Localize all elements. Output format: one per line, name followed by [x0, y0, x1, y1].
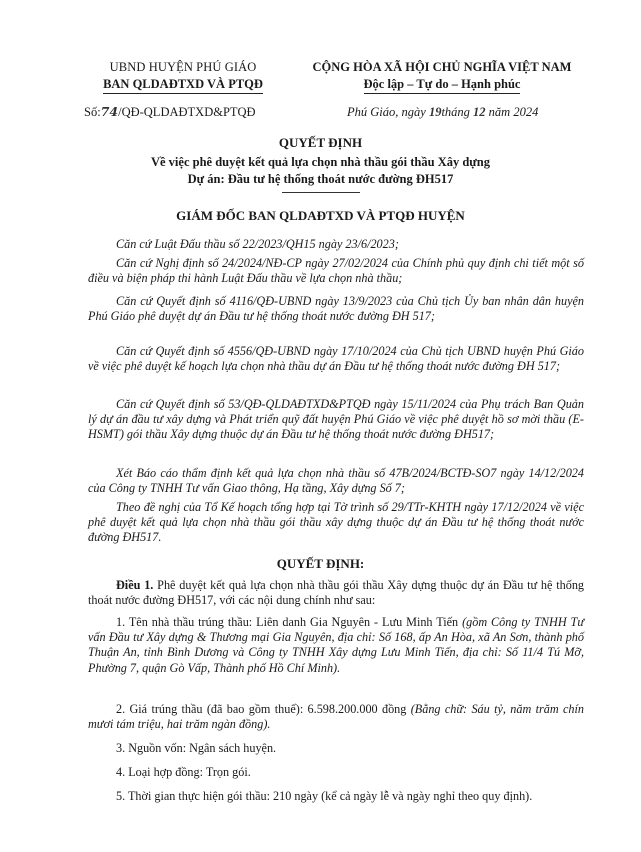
date-prefix: Phú Giáo, ngày: [347, 105, 426, 119]
basis-4: Căn cứ Quyết định số 4556/QĐ-UBND ngày 17/10/2024 của Chủ tịch UBND huyện Phú Giáo về việc phê duyệt kế hoạch lựa chọn nhà thầu dự án Đầu tư hệ thống thoát nước đường ĐH 517;: [88, 344, 584, 374]
basis-5: Căn cứ Quyết định số 53/QĐ-QLDAĐTXD&PTQĐ ngày 15/11/2024 của Phụ trách Ban Quản lý dự án đầu tư xây dựng và Phát triển quỹ đất huyện Phú Giáo về việc phê duyệt hồ sơ mời thầu (E-HSMT) gói thầu Xây dựng thuộc dự án Đầu tư hệ thống thoát nước đường ĐH517;: [88, 397, 584, 442]
document-date: [347, 105, 538, 120]
doc-number-handwritten: 74: [100, 104, 119, 119]
article-1-label: Điều 1.: [116, 578, 154, 592]
year-label: năm 2024: [488, 105, 539, 119]
title-underline: [282, 192, 360, 193]
item-2: [88, 702, 584, 732]
article-1: [88, 578, 584, 608]
subject-line-2: Dự án: Đầu tư hệ thống thoát nước đường ĐH517: [187, 172, 454, 186]
agency-name: BAN QLDAĐTXD VÀ PTQĐ: [103, 77, 263, 94]
item-5: 5. Thời gian thực hiện gói thầu: 210 ngày (kể cả ngày lễ và ngày nghỉ theo quy định).: [116, 789, 533, 803]
issuing-agency: [78, 60, 288, 94]
item-1: [88, 615, 584, 676]
item-1-detail: (gồm Công ty TNHH Tư vấn Đầu tư Xây dựng & Thương mại Gia Nguyên, địa chỉ: Số 168, ấp An Hòa, xã An Sơn, thành phố Thuận An, tỉnh Bình Dương và Công ty TNHH Xây dựng Lưu Minh Tiến, địa chỉ: Số 11/4 Tú Mỡ, Phường 7, quận Gò Vấp, Thành phố Hồ Chí Minh).: [88, 615, 584, 675]
month-label: tháng: [441, 105, 470, 119]
basis-6: Xét Báo cáo thẩm định kết quả lựa chọn nhà thầu số 47B/2024/BCTĐ-SO7 ngày 14/12/2024 của Công ty TNHH Tư vấn Giao thông, Hạ tầng, Xây dựng Số 7;: [88, 466, 584, 496]
basis-1: Căn cứ Luật Đấu thầu số 22/2023/QH15 ngày 23/6/2023;: [116, 237, 399, 251]
country-name: CỘNG HÒA XÃ HỘI CHỦ NGHĨA VIỆT NAM: [312, 60, 572, 74]
doc-suffix: /QĐ-QLDAĐTXD&PTQĐ: [118, 105, 256, 119]
basis-7: Theo đề nghị của Tổ Kế hoạch tổng hợp tại Tờ trình số 29/TTr-KHTH ngày 17/12/2024 về việc phê duyệt kết quả lựa chọn nhà thầu gói thầu xây dựng thuộc dự án Đầu tư hệ thống thoát nước đường ĐH517.: [88, 500, 584, 545]
item-4: 4. Loại hợp đồng: Trọn gói.: [116, 765, 251, 779]
basis-3: Căn cứ Quyết định số 4116/QĐ-UBND ngày 13/9/2023 của Chủ tịch Ủy ban nhân dân huyện Phú Giáo phê duyệt dự án Đầu tư hệ thống thoát nước đường ĐH 517;: [88, 294, 584, 324]
item-3: 3. Nguồn vốn: Ngân sách huyện.: [116, 741, 277, 755]
motto: Độc lập – Tự do – Hạnh phúc: [364, 77, 521, 94]
subject-line-1: Về việc phê duyệt kết quả lựa chọn nhà thầu gói thầu Xây dựng: [150, 155, 491, 169]
item-2-detail: (Bằng chữ: Sáu tỷ, năm trăm chín mươi tám triệu, hai trăm ngàn đồng).: [88, 702, 584, 732]
doc-prefix: Số:: [84, 105, 101, 119]
day-handwritten: 19: [428, 105, 442, 119]
article-1-text: Phê duyệt kết quả lựa chọn nhà thầu gói thầu Xây dựng thuộc dự án Đầu tư hệ thống thoát nước đường ĐH517, với các nội dung chính như sau:: [88, 578, 585, 608]
document-number: [84, 104, 256, 120]
month-handwritten: 12: [473, 105, 486, 119]
item-1-label: 1. Tên nhà thầu trúng thầu: Liên danh Gia Nguyên - Lưu Minh Tiến: [116, 615, 459, 629]
decision-heading: QUYẾT ĐỊNH:: [276, 556, 365, 571]
document-title: QUYẾT ĐỊNH: [278, 135, 363, 150]
agency-parent: UBND HUYỆN PHÚ GIÁO: [109, 60, 257, 74]
authority-heading: GIÁM ĐỐC BAN QLDAĐTXD VÀ PTQĐ HUYỆN: [176, 208, 465, 223]
item-2-label: 2. Giá trúng thầu (đã bao gồm thuế): 6.598.200.000 đồng: [116, 702, 407, 716]
basis-2: Căn cứ Nghị định số 24/2024/NĐ-CP ngày 27/02/2024 của Chính phủ quy định chi tiết một số điều và biện pháp thi hành Luật Đấu thầu về lựa chọn nhà thầu;: [88, 256, 584, 286]
national-motto: [292, 60, 592, 94]
